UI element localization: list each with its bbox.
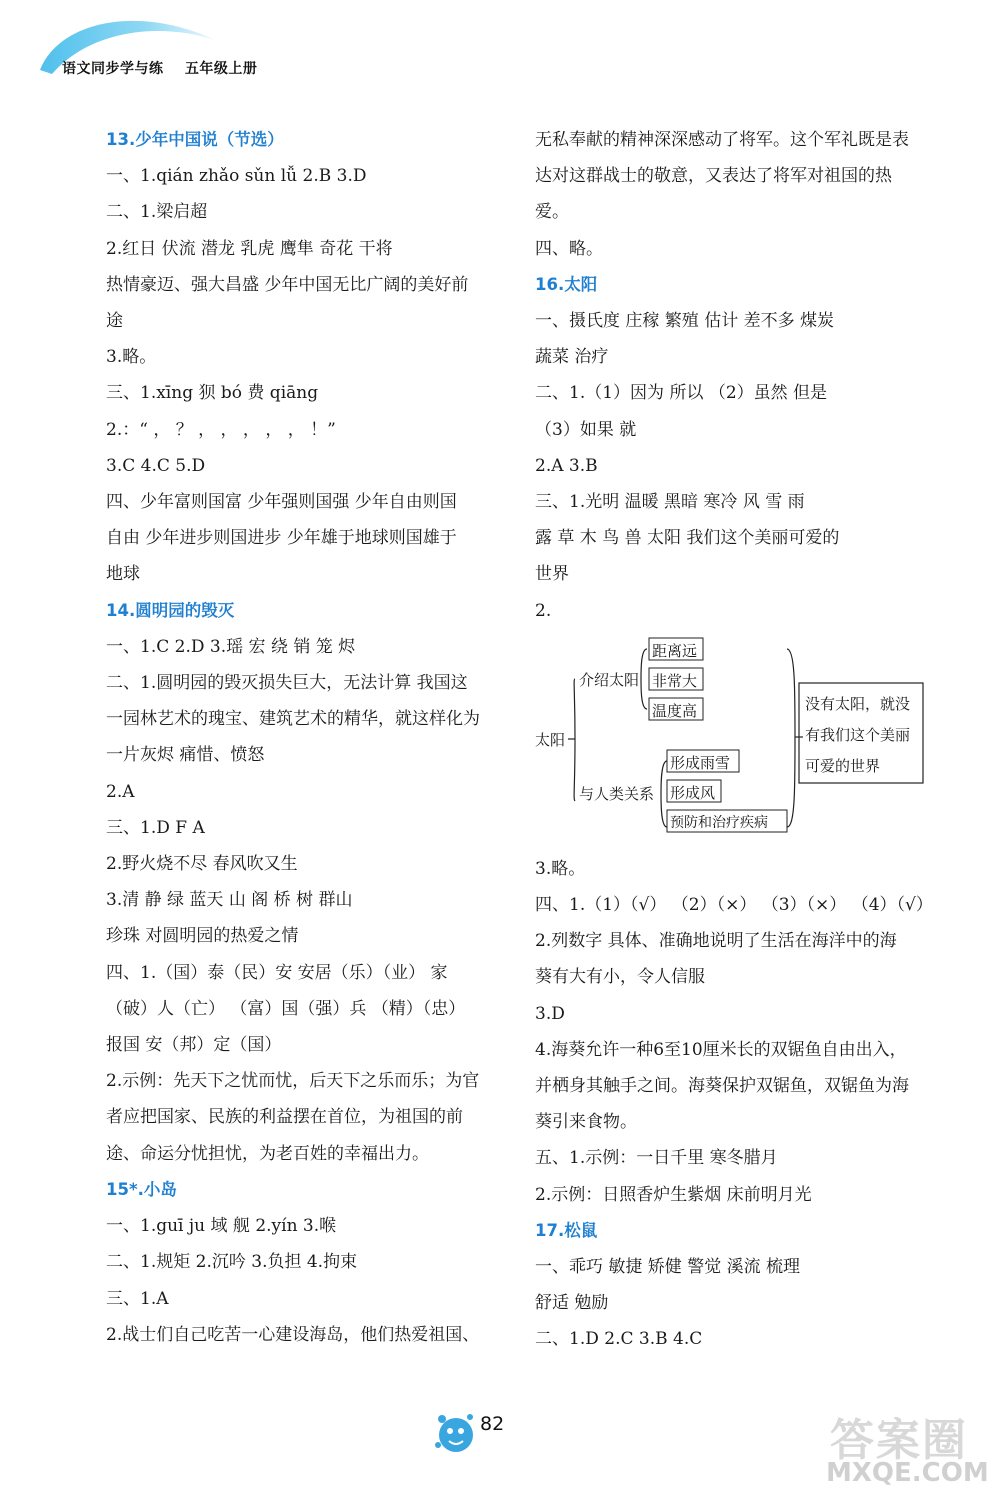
page-number: 82: [480, 1413, 505, 1435]
section-heading: 16.太阳: [535, 274, 598, 294]
answer-line: 二、1.D 2.C 3.B 4.C: [535, 1329, 703, 1350]
answer-line: 达对这群战士的敬意，又表达了将军对祖国的热: [535, 166, 892, 187]
answer-line: 三、1.xīng 狈 bó 费 qiāng: [106, 383, 319, 404]
answer-line: 者应把国家、民族的利益摆在首位，为祖国的前: [106, 1107, 463, 1128]
left-column: [106, 122, 506, 1353]
right-column: [535, 122, 933, 1358]
answer-line: 4.海葵允许一种6至10厘米长的双锯鱼自由出入，: [535, 1039, 907, 1060]
page-header: [0, 0, 1000, 95]
mind-map-branch-intro: 介绍太阳: [579, 670, 640, 689]
answer-line: 四、1.（国）泰（民）安 安居（乐）（业） 家: [106, 962, 448, 983]
answer-line: 五、1.示例：一日千里 寒冬腊月: [535, 1148, 778, 1169]
mind-map-conclusion: [805, 689, 910, 782]
answer-line: 一、摄氏度 庄稼 繁殖 估计 差不多 煤炭: [535, 311, 835, 332]
answer-line: 途、命运分忧担忧，为老百姓的幸福出力。: [106, 1143, 429, 1164]
answer-line: 一、1.guī ju 域 舰 2.yín 3.喉: [106, 1216, 337, 1237]
conclusion-line: 可爱的世界: [805, 756, 881, 775]
answer-line: 途: [106, 311, 123, 332]
book-title: 语文同步学与练: [62, 61, 164, 77]
answer-line: 珍珠 对圆明园的热爱之情: [106, 926, 299, 947]
mind-map-item: 预防和治疗疾病: [670, 814, 768, 831]
grade-label: 五年级上册: [184, 61, 258, 77]
answer-line: 葵引来食物。: [535, 1112, 637, 1133]
answer-line: 三、1.A: [106, 1288, 169, 1309]
mind-map-item: 形成风: [670, 783, 716, 802]
answer-line: 一片灰烬 痛惜、愤怒: [106, 745, 265, 766]
answer-line: 2.野火烧不尽 春风吹又生: [106, 854, 298, 875]
answer-line: 一、1.qián zhǎo sǔn lǚ 2.B 3.D: [106, 166, 367, 187]
conclusion-line: 没有太阳，就没: [805, 694, 911, 713]
mind-map-branch-relation: 与人类关系: [579, 784, 655, 803]
answer-line: 2.战士们自己吃苦一心建设海岛，他们热爱祖国、: [106, 1324, 480, 1345]
answer-line: 舒适 勉励: [535, 1293, 609, 1314]
answer-line: 葵有大有小，令人信服: [535, 967, 705, 988]
answer-line: 二、1.圆明园的毁灭损失巨大，无法计算 我国这: [106, 673, 468, 694]
answer-line: 自由 少年进步则国进步 少年雄于地球则国雄于: [106, 528, 457, 549]
answer-line: 世界: [535, 564, 569, 585]
answer-line: 二、1.规矩 2.沉吟 3.负担 4.拘束: [106, 1252, 358, 1273]
page-number-area: [430, 1405, 530, 1465]
answer-line: 四、少年富则国富 少年强则国强 少年自由则国: [106, 492, 457, 513]
water-drop-icon: [430, 1405, 480, 1465]
section-heading: 17.松鼠: [535, 1220, 598, 1240]
answer-line: 热情豪迈、强大昌盛 少年中国无比广阔的美好前: [106, 274, 469, 295]
section-heading: 15*.小岛: [106, 1179, 177, 1199]
answer-line: 爱。: [535, 202, 569, 223]
answer-line: 2.A: [106, 781, 135, 802]
answer-line: 露 草 木 鸟 兽 太阳 我们这个美丽可爱的: [535, 528, 840, 549]
conclusion-line: 有我们这个美丽: [805, 725, 911, 744]
answer-line: 一、乖巧 敏捷 矫健 警觉 溪流 梳理: [535, 1257, 801, 1278]
answer-line: 二、1.梁启超: [106, 202, 208, 223]
mind-map-root: 太阳: [535, 730, 566, 749]
answer-line: 三、1.光明 温暖 黑暗 寒冷 风 雪 雨: [535, 492, 805, 513]
answer-line: 二、1.（1）因为 所以 （2）虽然 但是: [535, 383, 828, 404]
answer-line: 2.A 3.B: [535, 455, 598, 476]
answer-line: 三、1.D F A: [106, 817, 205, 838]
mind-map-item: 形成雨雪: [670, 753, 731, 772]
answer-line: 2.列数字 具体、准确地说明了生活在海洋中的海: [535, 931, 897, 952]
answer-line: 并栖身其触手之间。海葵保护双锯鱼，双锯鱼为海: [535, 1076, 909, 1097]
watermark: [790, 1400, 990, 1495]
answer-line: 一园林艺术的瑰宝、建筑艺术的精华，就这样化为: [106, 709, 480, 730]
answer-line: 3.略。: [535, 858, 586, 879]
answer-line: 2.: [535, 600, 552, 621]
watermark-main: 答案圈: [830, 1415, 968, 1466]
header-text: [62, 58, 273, 78]
answer-line: 蔬菜 治疗: [535, 347, 609, 368]
answer-line: 无私奉献的精神深深感动了将军。这个军礼既是表: [535, 130, 909, 150]
answer-line: 3.D: [535, 1003, 565, 1024]
section-heading: 14.圆明园的毁灭: [106, 600, 235, 620]
answer-line: 2.红日 伏流 潜龙 乳虎 鹰隼 奇花 干将: [106, 238, 393, 259]
answer-line: 2.示例：日照香炉生紫烟 床前明月光: [535, 1184, 812, 1205]
sun-mind-map: [535, 629, 935, 851]
answer-line: 2.：“ ， ？ ， ， ， ， ， ！”: [106, 419, 336, 440]
watermark-url: MXQE.COM: [826, 1458, 989, 1488]
answer-line: 报国 安（邦）定（国）: [106, 1035, 282, 1056]
answer-line: 地球: [106, 564, 140, 585]
answer-line: 2.示例：先天下之忧而忧，后天下之乐而乐；为官: [106, 1071, 480, 1092]
answer-line: 一、1.C 2.D 3.瑶 宏 绕 销 笼 烬: [106, 636, 356, 657]
answer-line: （3）如果 就: [535, 419, 637, 440]
answer-line: 3.C 4.C 5.D: [106, 455, 206, 476]
mind-map-item: 距离远: [652, 641, 698, 660]
answer-line: （破）人（亡） （富）国（强）兵 （精）（忠）: [106, 998, 466, 1019]
answer-line: 3.略。: [106, 347, 157, 368]
answer-line: 3.清 静 绿 蓝天 山 阁 桥 树 群山: [106, 890, 353, 911]
mind-map-item: 温度高: [652, 701, 698, 720]
answer-line: 四、略。: [535, 238, 603, 259]
mind-map-item: 非常大: [652, 671, 698, 690]
section-heading: 13.少年中国说（节选）: [106, 130, 284, 149]
answer-line: 四、1.（1）（√） （2）（×） （3）（×） （4）（√）: [535, 895, 933, 916]
